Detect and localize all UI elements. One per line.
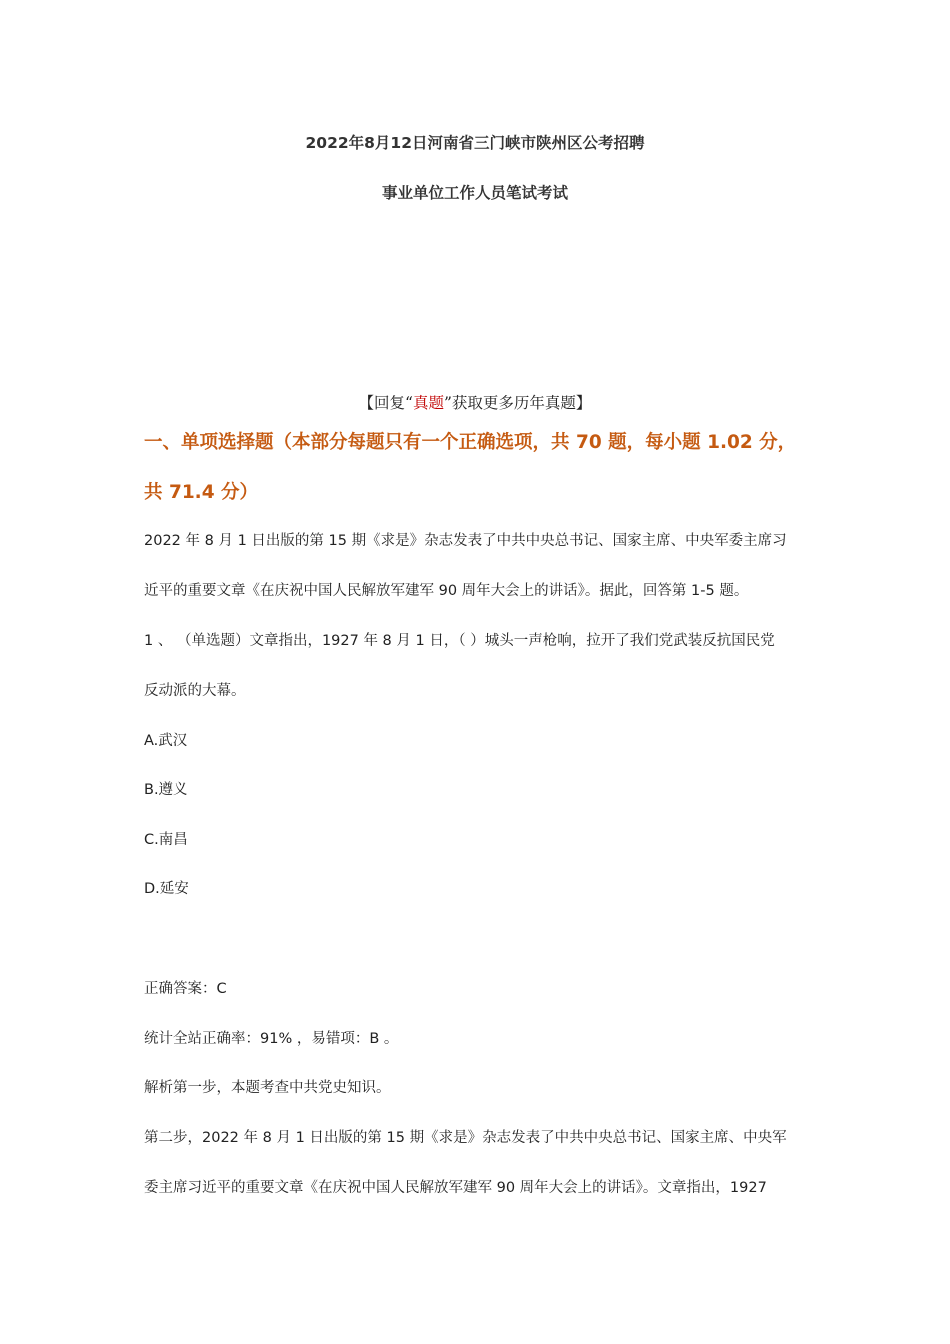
intro-line1: 2022 年 8 月 1 日出版的第 15 期《求是》杂志发表了中共中央总书记、国家主席、中央军委主席习: [144, 533, 787, 549]
option-d: D.延安: [144, 881, 189, 897]
correct-answer: 正确答案：C: [144, 981, 227, 997]
option-b: B.遵义: [144, 782, 188, 798]
document-title-line1: 2022年8月12日河南省三门峡市陕州区公考招聘: [305, 134, 645, 152]
document-title-line2: 事业单位工作人员笔试考试: [381, 184, 568, 202]
analysis-line1: 解析第一步，本题考查中共党史知识。: [144, 1080, 391, 1096]
option-a: A.武汉: [144, 733, 188, 749]
question-stem-line1: 1 、 （单选题）文章指出，1927 年 8 月 1 日，（ ）城头一声枪响，拉开了我们党武装反抗国民党: [144, 633, 775, 649]
answer-statistics: 统计全站正确率：91% ，易错项：B 。: [144, 1031, 399, 1047]
reply-prompt-keyword: 真题: [412, 394, 444, 412]
analysis-line3: 委主席习近平的重要文章《在庆祝中国人民解放军建军 90 周年大会上的讲话》。文章指出，1927: [144, 1180, 767, 1196]
question-stem-line2: 反动派的大幕。: [144, 683, 246, 699]
intro-line2: 近平的重要文章《在庆祝中国人民解放军建军 90 周年大会上的讲话》。据此，回答第 1-5 题。: [144, 583, 749, 599]
analysis-line2: 第二步，2022 年 8 月 1 日出版的第 15 期《求是》杂志发表了中共中央总书记、国家主席、中央军: [144, 1130, 787, 1146]
reply-prompt-prefix: 【回复“: [358, 394, 413, 412]
section-heading-line2: 共 71.4 分）: [144, 482, 259, 503]
reply-prompt-suffix: ”获取更多历年真题】: [444, 394, 592, 412]
section-heading-line1: 一、单项选择题（本部分每题只有一个正确选项，共 70 题，每小题 1.02 分，: [144, 432, 797, 453]
option-c: C.南昌: [144, 832, 188, 848]
reply-prompt: [0, 391, 950, 413]
